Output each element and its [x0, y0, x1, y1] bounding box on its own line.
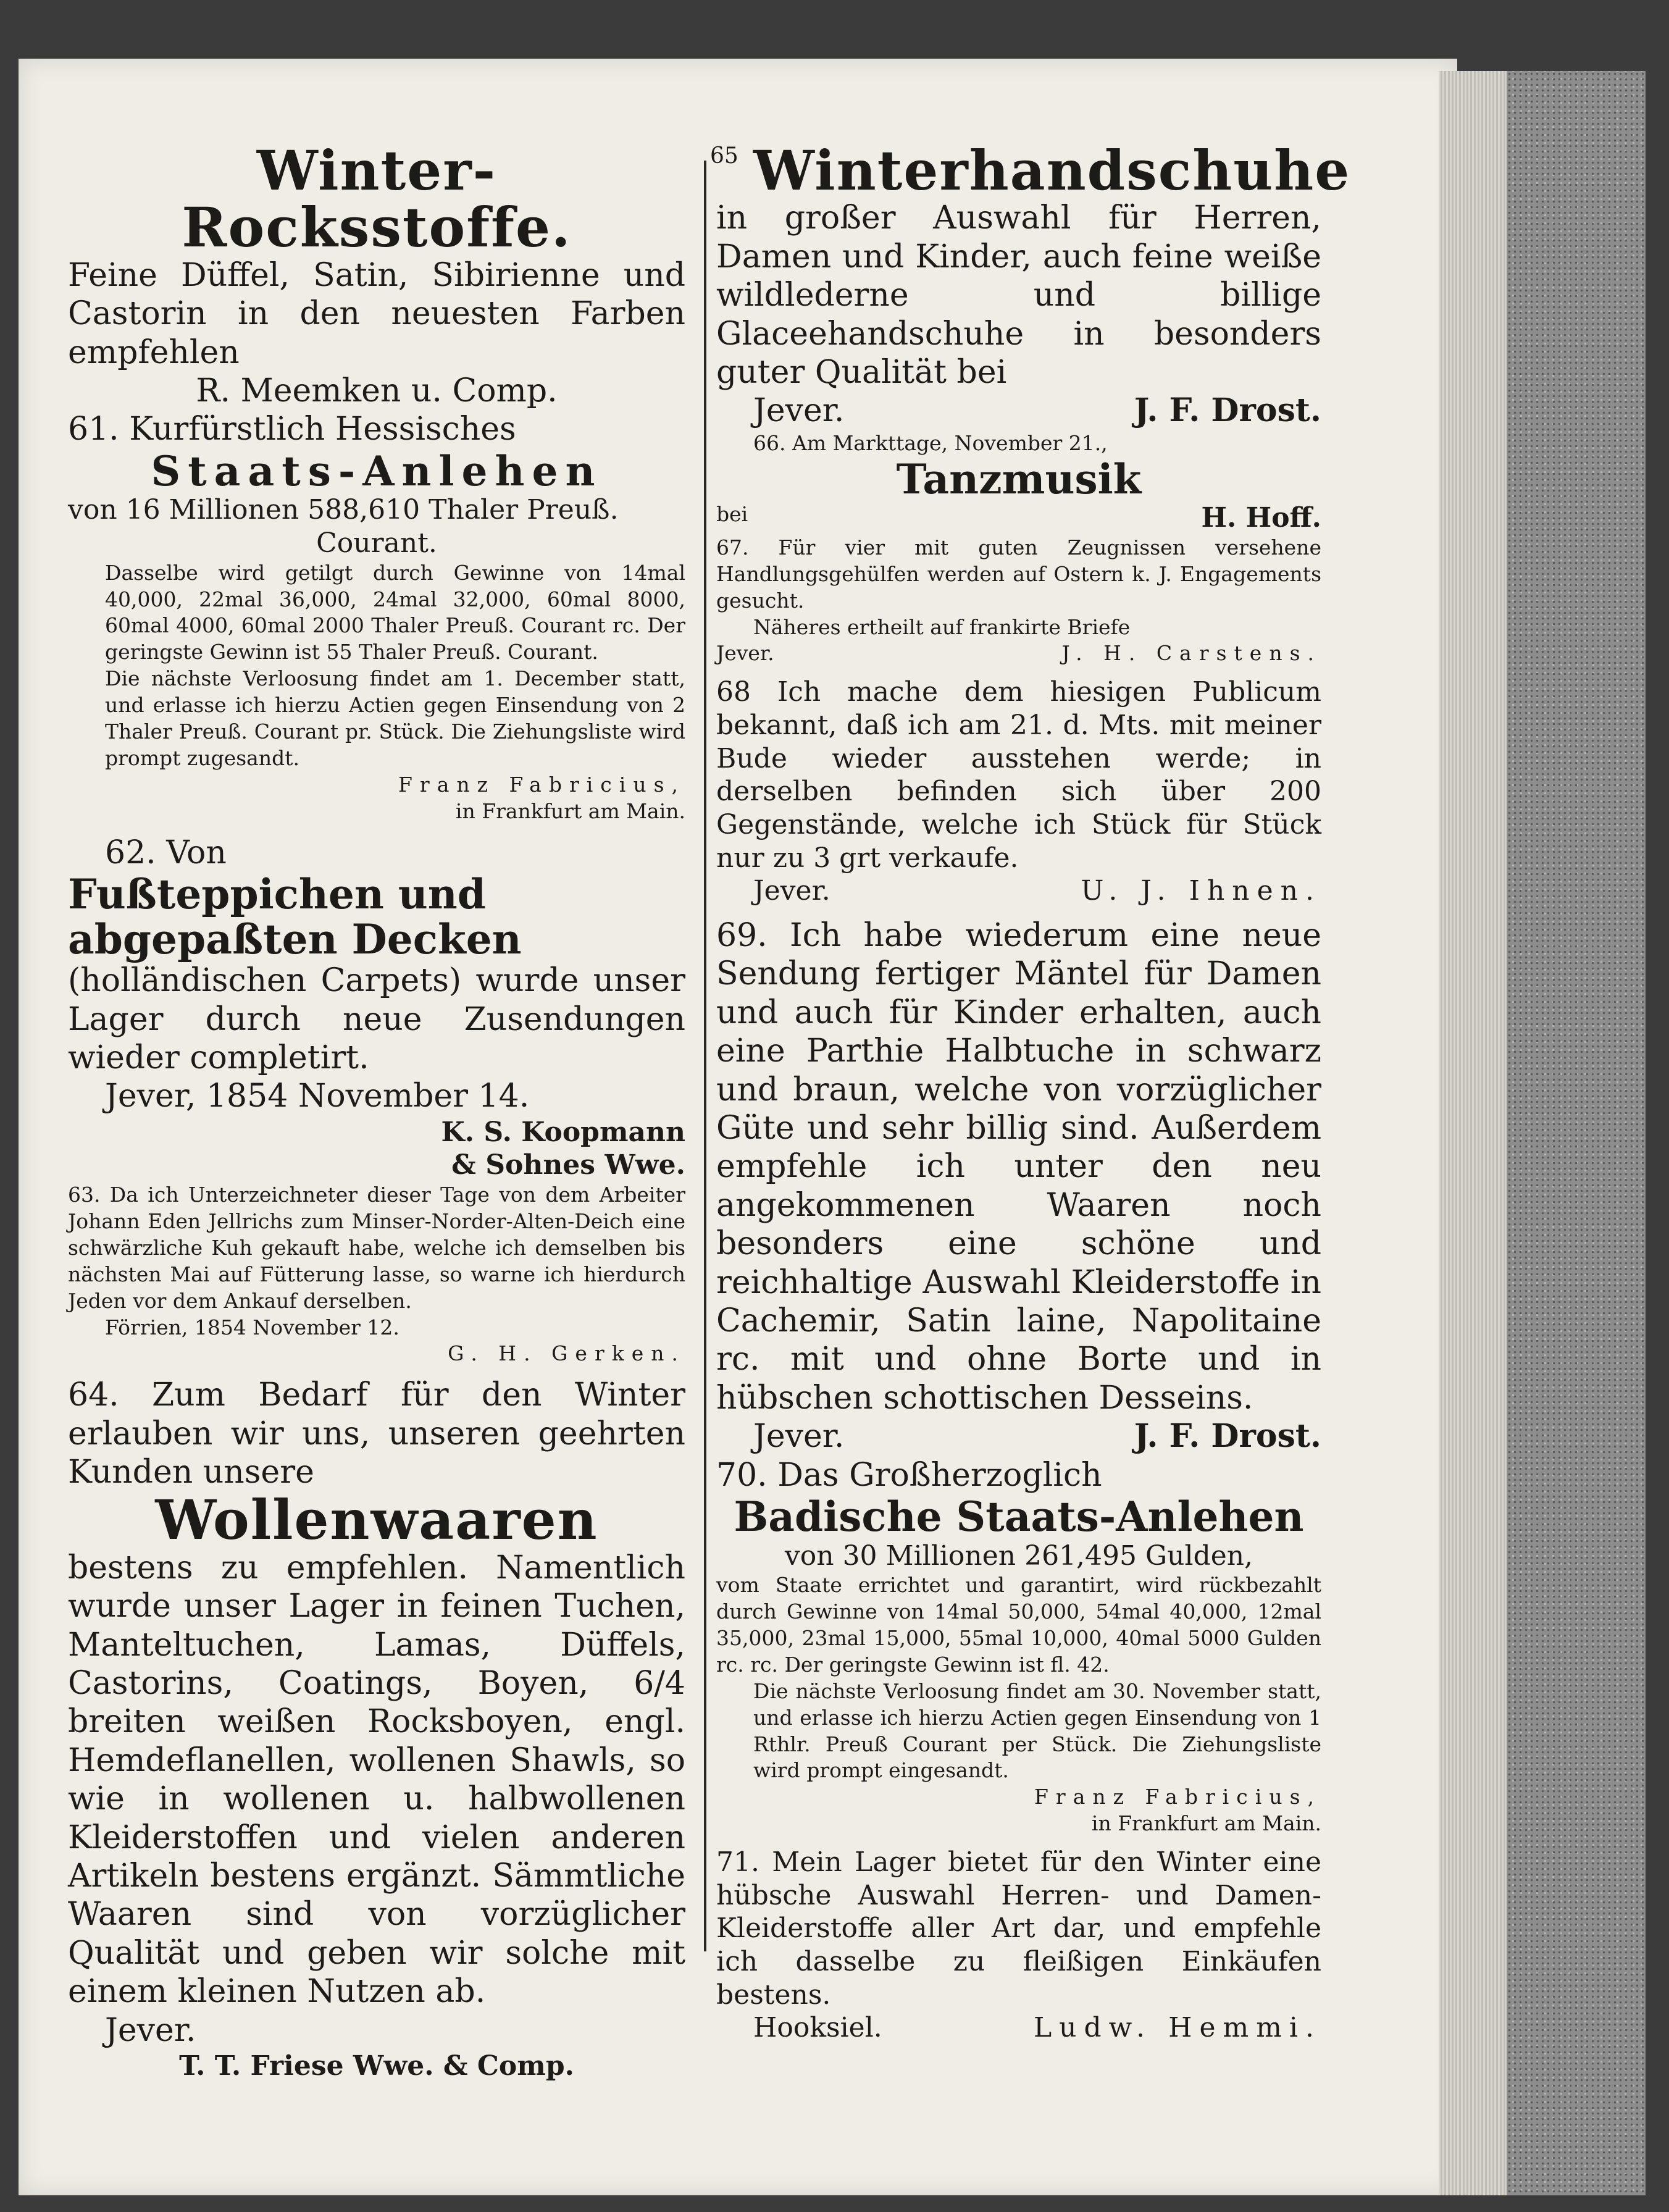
ad64-title: Wollenwaaren [155, 1488, 598, 1552]
right-column [716, 138, 1351, 2045]
left-column [68, 138, 685, 2083]
ad62-title: Fußteppichen und abgepaßten Decken [68, 869, 522, 963]
ad70-body1: vom Staate errichtet und garantirt, wird rückbezahlt durch Gewinne von 14mal 50,000, 54mal 40,000, 12mal 35,000, 23mal 15,000, 55mal 10,000, 40mal 5000 Gulden rc. rc. Der geringste Gewinn ist fl. 42. [716, 1573, 1321, 1677]
ad65-place: Jever. [753, 392, 845, 430]
ad67-body2: Näheres ertheilt auf frankirte Briefe [753, 614, 1131, 639]
ad70-amount: von 30 Millionen 261,495 Gulden, [784, 1540, 1253, 1572]
ad64-body: 64. Zum Bedarf für den Winter erlauben wir uns, unseren geehrten Kunden unsere [68, 1376, 685, 1491]
ad63-sign: G. H. Gerken. [448, 1341, 685, 1366]
ad71-place: Hooksiel. [753, 2012, 882, 2044]
ad71-sign: Ludw. Hemmi. [1033, 2012, 1321, 2044]
ad68-place: Jever. [753, 875, 830, 907]
ad-winter-title: Winter-Rocksstoffe. [182, 138, 572, 260]
ad62-date: Jever, 1854 November 14. [105, 1078, 530, 1115]
page-number: 65 [710, 143, 738, 169]
ad61-body2: Die nächste Verloosung findet am 1. December statt, und erlasse ich hierzu Actien gegen Einsendung von 2 Thaler Preuß. Courant pr. Stück. Die Ziehungsliste wird prompt zugesandt. [105, 666, 685, 770]
ad69-place: Jever. [753, 1418, 845, 1456]
column-divider [704, 161, 706, 1951]
ad63-date: Förrien, 1854 November 12. [105, 1315, 399, 1339]
ad65-body: in großer Auswahl für Herren, Damen und Kinder, auch feine weiße wildlederne und billige Glaceehandschuhe in besonders guter Qualität bei [716, 199, 1321, 391]
ad64-sign: T. T. Friese Wwe. & Comp. [179, 2050, 574, 2082]
ad64-body2: bestens zu empfehlen. Namentlich wurde unser Lager in feinen Tuchen, Manteltuchen, Lamas, Düffels, Castorins, Coatings, Boyen, 6/4 breiten weißen Rocksboyen, engl. Hemdeflanellen, wollenen Shawls, so wie in wollenen u. halbwollenen Kleiderstoffen und vielen anderen Artikeln bestens ergänzt. Sämmtliche Waaren sind von vorzüglicher Qualität und geben wir solche mit einem kleinen Nutzen ab. [68, 1549, 685, 2011]
ad70-body2: Die nächste Verloosung findet am 30. November statt, und erlasse ich hierzu Actien gegen Einsendung von 1 Rthlr. Preuß Courant per Stück. Die Ziehungsliste wird prompt eingesandt. [753, 1678, 1321, 1783]
ad69-sign: J. F. Drost. [1134, 1417, 1321, 1456]
ad66-title: Tanzmusik [896, 455, 1142, 503]
ad62-header: 62. Von [105, 834, 227, 871]
ad61-body1: Dasselbe wird getilgt durch Gewinne von 14mal 40,000, 22mal 36,000, 24mal 32,000, 60mal 8000, 60mal 4000, 60mal 2000 Thaler Preuß. Courant rc. Der geringste Gewinn ist 55 Thaler Preuß. Courant. [105, 560, 685, 664]
ad-winter-sign: R. Meemken u. Comp. [196, 372, 558, 409]
ad61-sign-name: Franz Fabricius, [398, 772, 685, 797]
ad71-body: 71. Mein Lager bietet für den Winter eine hübsche Auswahl Herren- und Damen-Kleiderstoffe aller Art dar, und empfehle ich dasselbe zu fleißigen Einkäufen bestens. [716, 1846, 1321, 2011]
ad68-sign: U. J. Ihnen. [1081, 875, 1321, 907]
ad65-sign: J. F. Drost. [1134, 392, 1321, 430]
ad61-header: 61. Kurfürstlich Hessisches [68, 411, 516, 448]
ad-winter-body: Feine Düffel, Satin, Sibirienne und Castorin in den neuesten Farben empfehlen [68, 256, 685, 371]
ad67-sign: J. H. Carstens. [1061, 641, 1321, 666]
ad67-body: 67. Für vier mit guten Zeugnissen versehene Handlungsgehülfen werden auf Ostern k. J. Engagements gesucht. [716, 535, 1321, 613]
ad67-place: Jever. [716, 641, 774, 666]
ad61-amount: von 16 Millionen 588,610 Thaler Preuß. [68, 494, 619, 526]
ad65-title: Winterhandschuhe [753, 138, 1351, 203]
ad63-body: 63. Da ich Unterzeichneter dieser Tage von dem Arbeiter Johann Eden Jellrichs zum Minser-Norder-Alten-Deich eine schwärzliche Kuh gekauft habe, welche ich demselben bis nächsten Mai auf Fütterung lasse, so warne ich hierdurch Jeden vor dem Ankauf derselben. [68, 1183, 685, 1313]
ad70-sign-name: Franz Fabricius, [1034, 1785, 1321, 1809]
ad68-body: 68 Ich mache dem hiesigen Publicum bekannt, daß ich am 21. d. Mts. mit meiner Bude wieder ausstehen werde; in derselben befinden sich über 200 Gegenstände, welche ich Stück für Stück nur zu 3 grt verkaufe. [716, 676, 1321, 874]
ad61-title: Staats-Anlehen [151, 446, 603, 495]
ad62-sign1: K. S. Koopmann [441, 1116, 685, 1148]
ad66-sign: H. Hoff. [1201, 502, 1321, 534]
ad61-currency: Courant. [316, 527, 437, 559]
ad66-header: 66. Am Markttage, November 21., [753, 430, 1108, 455]
ad69-body: 69. Ich habe wiederum eine neue Sendung fertiger Mäntel für Damen und auch für Kinder erhalten, auch eine Parthie Halbtuche in schwarz und braun, welche von vorzüglicher Güte und sehr billig sind. Außerdem empfehle ich unter den neu angekommenen Waaren noch besonders eine schöne und reichhaltige Auswahl Kleiderstoffe in Cachemir, Satin laine, Napolitaine rc. mit und ohne Borte und in hübschen schottischen Desseins. [716, 917, 1321, 1417]
ad66-bei: bei [716, 502, 748, 527]
ad64-place: Jever. [105, 2011, 196, 2049]
ad70-sign-place: in Frankfurt am Main. [1091, 1811, 1321, 1836]
ad62-sign2: & Sohnes Wwe. [451, 1149, 685, 1181]
ad62-body: (holländischen Carpets) wurde unser Lager durch neue Zusendungen wieder completirt. [68, 962, 685, 1076]
page-edges [1439, 71, 1507, 2195]
ad70-title: Badische Staats-Anlehen [734, 1492, 1304, 1541]
ad70-header: 70. Das Großherzoglich [716, 1456, 1102, 1494]
ad61-sign-place: in Frankfurt am Main. [455, 798, 685, 823]
book-cover-edge [1507, 71, 1646, 2195]
